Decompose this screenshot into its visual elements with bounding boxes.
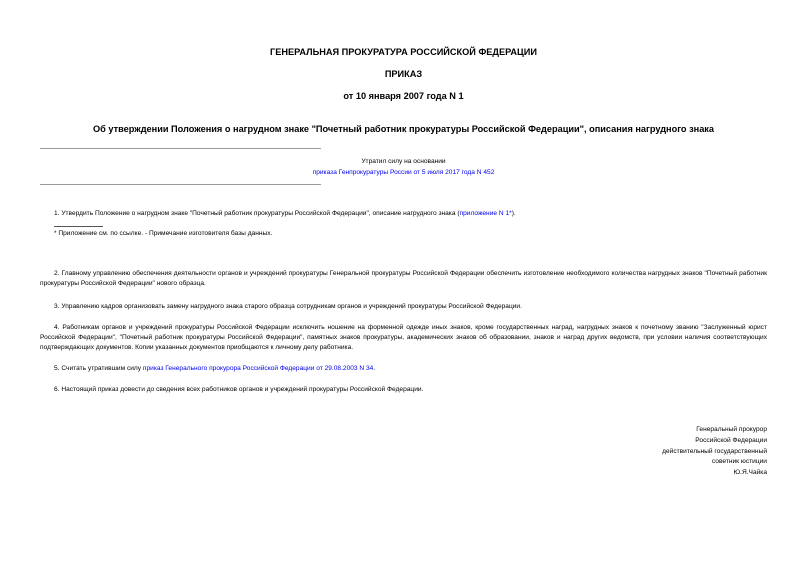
- document-date-number: от 10 января 2007 года N 1: [343, 91, 464, 101]
- paragraph-3: 3. Управлению кадров организовать замену нагрудного знака старого образца сотрудникам органов и учреждений прокуратуры Российской Федерации.: [54, 303, 522, 310]
- document-type: ПРИКАЗ: [384, 69, 423, 79]
- signature-line-4: советник юстиции: [711, 458, 767, 466]
- footnote-rule: [54, 226, 103, 227]
- paragraph-4: 4. Работникам органов и учреждений прокуратуры Российской Федерации исключить ношение на форменной одежде иных знаков, кроме государственных наград, нагрудных знаков к почетному званию "Заслуженный юрист Российской Федерации", "Почетный работник прокуратуры Российской Федерации", памятных знаков прокуратуры, академических знаков об образовании, знаков и наград других ведомств, при условии наличия соответствующих подтверждающих документов. Копии указанных документов приобщаются к личному делу работника.: [40, 324, 767, 351]
- divider-top: [40, 148, 321, 149]
- divider-bottom: [40, 184, 321, 185]
- signature-line-3: действительный государственный: [662, 447, 767, 455]
- signature-name: Ю.Я.Чайка: [733, 469, 767, 477]
- paragraph-2: 2. Главному управлению обеспечения деятельности органов и учреждений прокуратуры Генеральной прокуратуры Российской Федерации обеспечить изготовление необходимого количества нагрудных знаков "Почетный работник прокуратуры Российской Федерации" нового образца.: [40, 270, 767, 287]
- appendix-link[interactable]: приложение N 1*: [459, 210, 512, 217]
- order-link[interactable]: приказ Генерального прокурора Российской Федерации от 29.08.2003 N 34: [142, 365, 374, 372]
- footnote: * Приложение см. по ссылке. - Примечание изготовителя базы данных.: [54, 230, 273, 237]
- status-line: Утратил силу на основании: [361, 158, 446, 165]
- status-note: [40, 158, 767, 177]
- organization-heading: ГЕНЕРАЛЬНАЯ ПРОКУРАТУРА РОССИЙСКОЙ ФЕДЕРАЦИИ: [270, 47, 537, 57]
- paragraph-5: 5. Считать утратившим силу приказ Генерального прокурора Российской Федерации от 29.08.2003 N 34.: [54, 365, 376, 372]
- signature-block: [662, 425, 767, 479]
- document-title: Об утверждении Положения о нагрудном знаке "Почетный работник прокуратуры Российской Федерации", описания нагрудного знака: [92, 124, 715, 134]
- paragraph-6: 6. Настоящий приказ довести до сведения всех работников органов и учреждений прокуратуры Российской Федерации.: [54, 386, 424, 393]
- signature-line-2: Российской Федерации: [695, 436, 767, 444]
- paragraph-1: 1. Утвердить Положение о нагрудном знаке "Почетный работник прокуратуры Российской Федерации", описание нагрудного знака (приложение N 1*).: [54, 210, 516, 217]
- signature-line-1: Генеральный прокурор: [696, 426, 767, 433]
- status-link[interactable]: приказа Генпрокуратуры России от 5 июля 2017 года N 452: [312, 169, 495, 176]
